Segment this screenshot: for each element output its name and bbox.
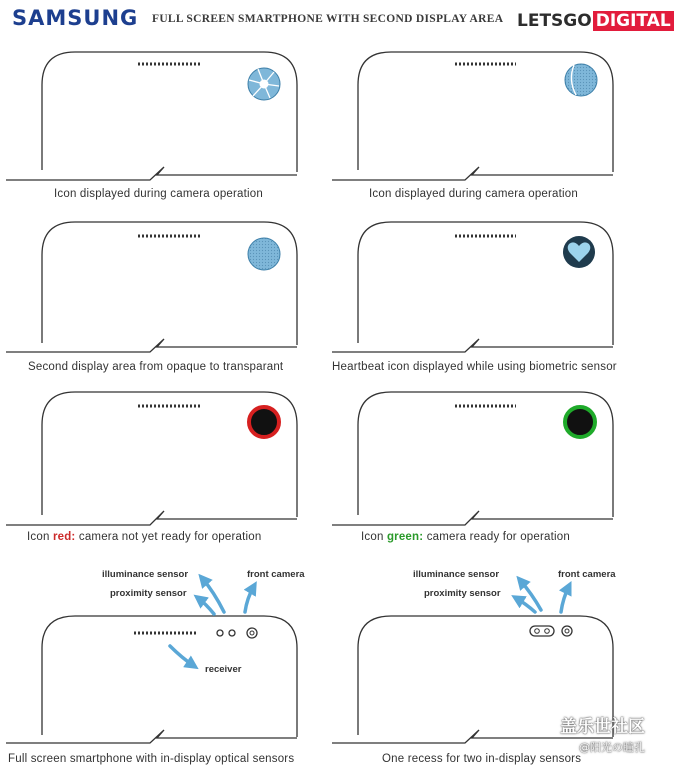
dotted-circle-icon: [248, 238, 280, 270]
aperture-icon: [248, 68, 280, 100]
receiver-arrow-icon: [170, 646, 194, 666]
front-camera-arrow-icon: [245, 586, 254, 612]
caption-panel-4: Heartbeat icon displayed while using biometric sensor: [332, 361, 617, 373]
label-proximity-sensor: proximity sensor: [424, 588, 501, 599]
phone-outline-1: [6, 52, 297, 180]
illuminance-arrow-icon: [202, 578, 224, 612]
caption-panel-7: Full screen smartphone with in-display optical sensors: [8, 753, 295, 765]
caption-highlight-green: green:: [386, 531, 424, 543]
heart-icon: [563, 236, 595, 268]
proximity-arrow-icon: [516, 598, 535, 612]
caption-panel-2: Icon displayed during camera operation: [369, 188, 578, 200]
caption-panel-5: [27, 531, 261, 543]
caption-prefix: Icon: [361, 531, 387, 543]
front-camera-icon: [562, 626, 572, 636]
caption-panel-1: Icon displayed during camera operation: [54, 188, 263, 200]
page-title: FULL SCREEN SMARTPHONE WITH SECOND DISPLAY AREA: [152, 13, 504, 25]
green-ring-icon: [565, 407, 595, 437]
samsung-logo: SAMSUNG: [12, 6, 139, 30]
logo-letsgo: LETSGO: [517, 11, 592, 31]
label-illuminance-sensor: illuminance sensor: [102, 569, 189, 580]
label-illuminance-sensor: illuminance sensor: [413, 569, 500, 580]
watermark: [537, 712, 645, 755]
proximity-sensor-icon: [217, 630, 223, 636]
watermark-title: 盖乐世社区: [560, 717, 645, 737]
label-front-camera: front camera: [558, 569, 616, 580]
proximity-arrow-icon: [198, 598, 214, 614]
sensor-recess-icon: [530, 626, 554, 636]
caption-suffix: camera ready for operation: [423, 531, 570, 543]
caption-suffix: camera not yet ready for operation: [75, 531, 262, 543]
front-camera-arrow-icon: [561, 586, 569, 612]
label-proximity-sensor: proximity sensor: [110, 588, 187, 599]
front-camera-icon: [247, 628, 257, 638]
caption-highlight-red: red:: [52, 531, 76, 543]
label-receiver: receiver: [205, 664, 242, 675]
caption-panel-6: [361, 531, 570, 543]
dotted-circle-icon: [565, 64, 597, 96]
illuminance-arrow-icon: [520, 580, 541, 610]
logo-digital: DIGITAL: [593, 11, 674, 31]
illuminance-sensor-icon: [229, 630, 235, 636]
caption-panel-8: One recess for two in-display sensors: [382, 753, 582, 765]
caption-prefix: Icon: [27, 531, 53, 543]
watermark-handle: @阳光の瞳孔: [579, 741, 645, 754]
red-ring-icon: [249, 407, 279, 437]
label-front-camera: front camera: [247, 569, 305, 580]
caption-panel-3: Second display area from opaque to transparant: [28, 361, 284, 373]
